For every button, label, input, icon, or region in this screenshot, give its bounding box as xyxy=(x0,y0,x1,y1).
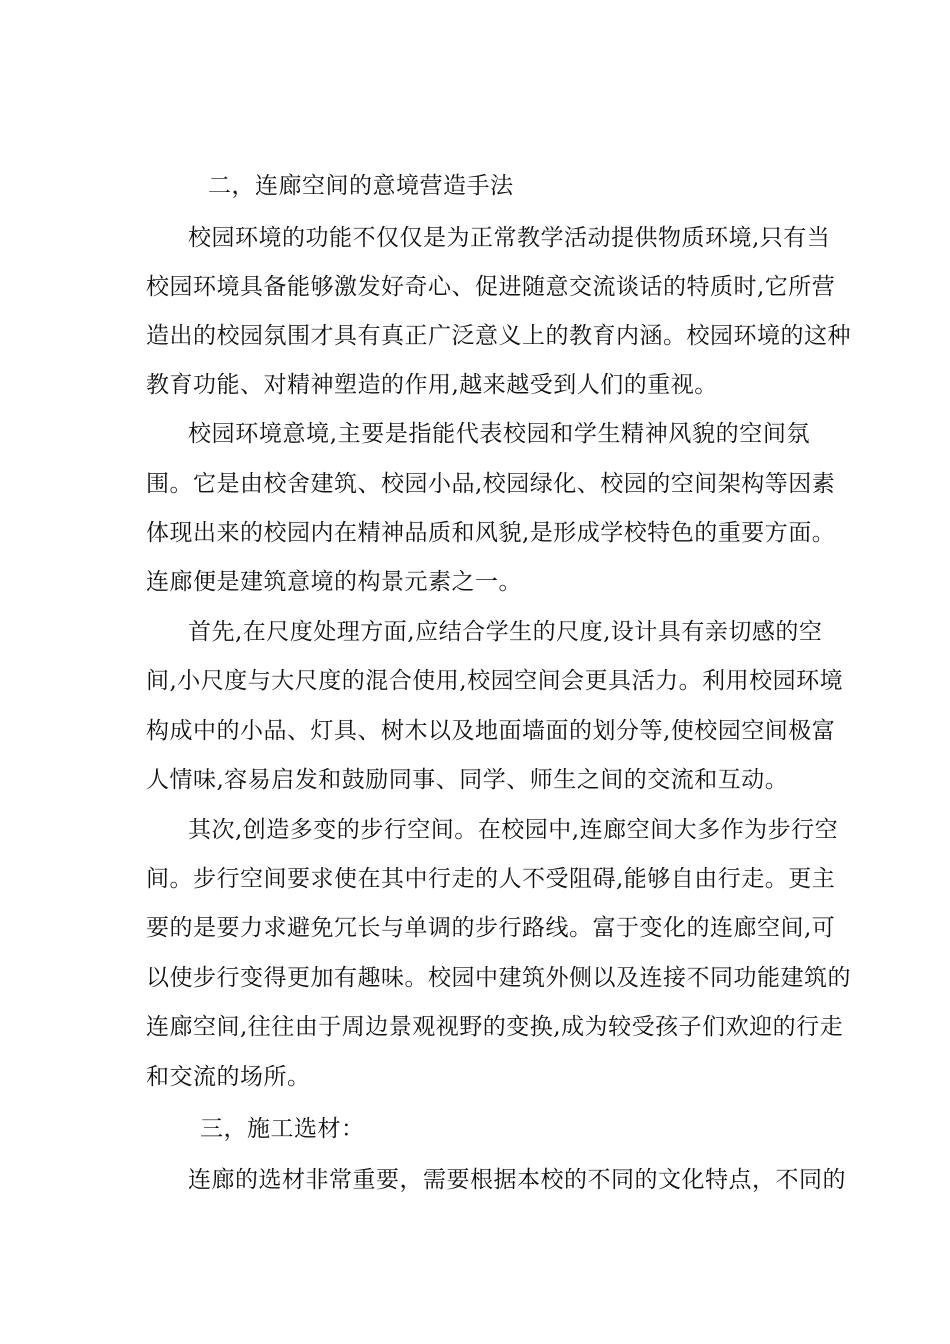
paragraph-line: 间。步行空间要求使在其中行走的人不受阻碍,能够自由行走。更主 xyxy=(146,866,836,892)
paragraph-line: 以使步行变得更加有趣味。校园中建筑外侧以及连接不同功能建筑的 xyxy=(146,965,851,991)
paragraph-line: 间,小尺度与大尺度的混合使用,校园空间会更具活力。利用校园环境 xyxy=(146,668,844,694)
paragraph-line: 人情味,容易启发和鼓励同事、同学、师生之间的交流和互动。 xyxy=(146,767,789,793)
paragraph-line: 其次,创造多变的步行空间。在校园中,连廊空间大多作为步行空 xyxy=(188,817,839,843)
paragraph-line: 校园环境的功能不仅仅是为正常教学活动提供物质环境,只有当 xyxy=(188,225,831,251)
paragraph-line: 要的是要力求避免冗长与单调的步行路线。富于变化的连廊空间,可 xyxy=(146,915,836,941)
paragraph-line: 和交流的场所。 xyxy=(146,1064,311,1090)
paragraph-line: 校园环境具备能够激发好奇心、促进随意交流谈话的特质时,它所营 xyxy=(146,274,836,300)
paragraph-line: 首先,在尺度处理方面,应结合学生的尺度,设计具有亲切感的空 xyxy=(188,619,823,645)
paragraph-line: 构成中的小品、灯具、树木以及地面墙面的划分等,使校园空间极富 xyxy=(146,718,836,744)
paragraph-line: 体现出来的校园内在精神品质和风貌,是形成学校特色的重要方面。 xyxy=(146,520,836,546)
paragraph-line: 连廊的选材非常重要，需要根据本校的不同的文化特点，不同的 xyxy=(188,1167,846,1193)
paragraph-line: 校园环境意境,主要是指能代表校园和学生精神风貌的空间氛 xyxy=(188,421,810,447)
paragraph-line: 教育功能、对精神塑造的作用,越来越受到人们的重视。 xyxy=(146,372,718,398)
paragraph-line: 连廊空间,往往由于周边景观视野的变换,成为较受孩子们欢迎的行走 xyxy=(146,1014,844,1040)
paragraph-line: 连廊便是建筑意境的构景元素之一。 xyxy=(146,569,522,595)
section-heading: 三，施工选材： xyxy=(200,1116,365,1142)
paragraph-line: 围。它是由校舍建筑、校园小品,校园绿化、校园的空间架构等因素 xyxy=(146,471,836,497)
paragraph-line: 造出的校园氛围才具有真正广泛意义上的教育内涵。校园环境的这种 xyxy=(146,323,851,349)
section-heading: 二，连廊空间的意境营造手法 xyxy=(208,173,514,199)
